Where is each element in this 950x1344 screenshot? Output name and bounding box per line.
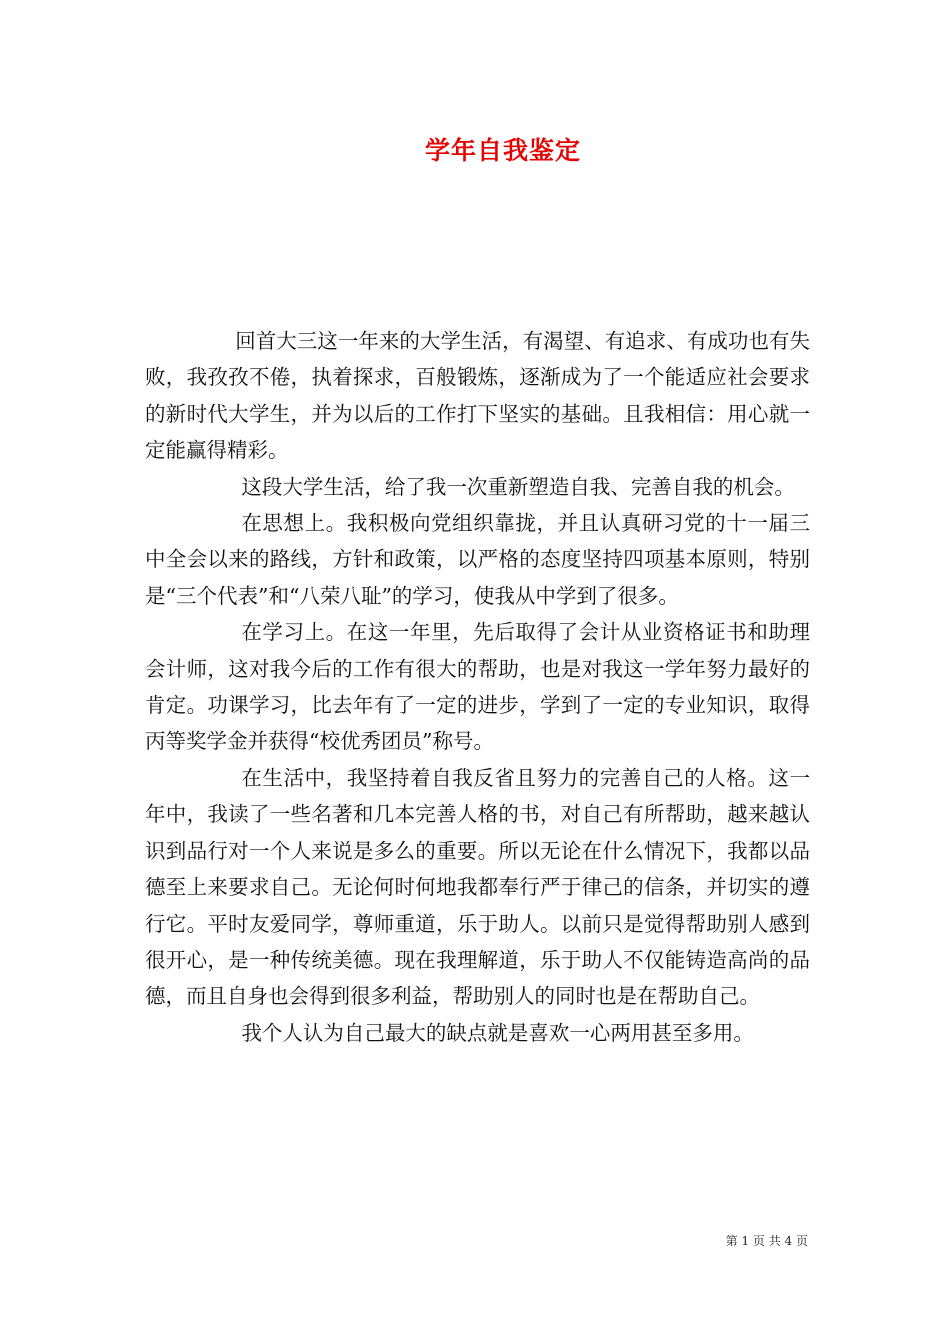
paragraph-study: 在学习上。在这一年里，先后取得了会计从业资格证书和助理会计师，这对我今后的工作有很大的帮助，也是对我这一学年努力最好的肯定。功课学习，比去年有了一定的进步，学到了一定的专业知识，取得丙等奖学金并获得“校优秀团员”称号。 [145,620,810,754]
document-body [145,323,810,1051]
paragraph-life: 在生活中，我坚持着自我反省且努力的完善自己的人格。这一年中，我读了一些名著和几本完善人格的书，对自己有所帮助，越来越认识到品行对一个人来说是多么的重要。所以无论在什么情况下，我都以品德至上来要求自己。无论何时何地我都奉行严于律己的信条，并切实的遵行它。平时友爱同学，尊师重道，乐于助人。以前只是觉得帮助别人感到很开心，是一种传统美德。现在我理解道，乐于助人不仅能铸造高尚的品德，而且自身也会得到很多利益，帮助别人的同时也是在帮助自己。 [145,765,810,1009]
paragraph-opportunity: 这段大学生活，给了我一次重新塑造自我、完善自我的机会。 [241,474,795,499]
paragraph-ideology: 在思想上。我积极向党组织靠拢，并且认真研习党的十一届三中全会以来的路线，方针和政策，以严格的态度坚持四项基本原则，特别是“三个代表”和“八荣八耻”的学习，使我从中学到了很多。 [145,511,810,608]
page-number: 第 1 页 共 4 页 [725,1234,808,1248]
paragraph-shortcoming: 我个人认为自己最大的缺点就是喜欢一心两用甚至多用。 [241,1020,754,1045]
document-title: 学年自我鉴定 [424,136,581,165]
paragraph-intro: 回首大三这一年来的大学生活，有渴望、有追求、有成功也有失败，我孜孜不倦，执着探求，百般锻炼，逐渐成为了一个能适应社会要求的新时代大学生，并为以后的工作打下坚实的基础。且我相信：用心就一定能赢得精彩。 [145,329,810,463]
